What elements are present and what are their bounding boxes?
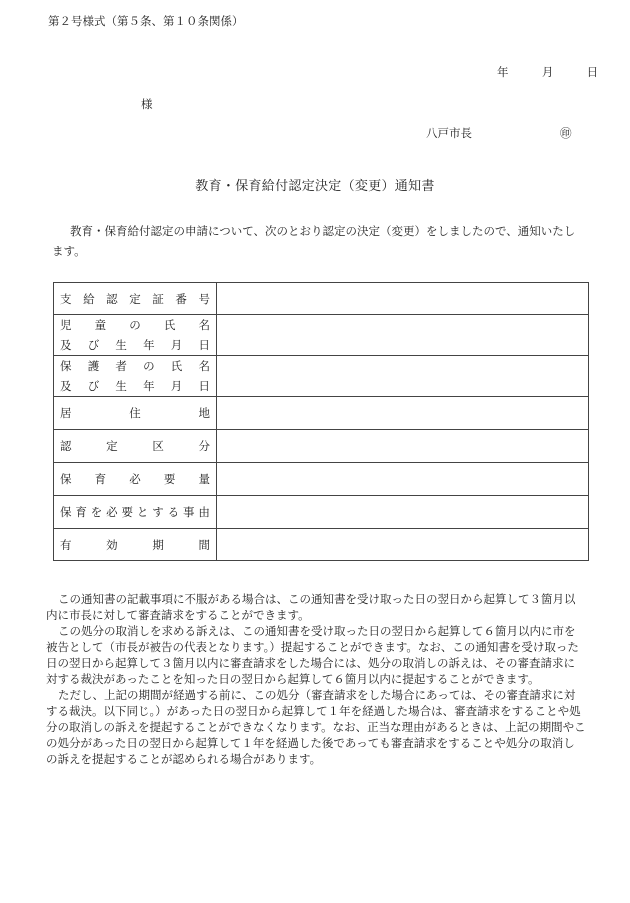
row-value — [217, 315, 589, 356]
row-label-line — [60, 502, 210, 522]
row-label — [54, 496, 217, 529]
date-year-label: 年 — [497, 65, 509, 79]
row-label-char: 区 — [152, 439, 164, 453]
row-label-char: 日 — [198, 379, 210, 393]
row-label-char: 認 — [106, 291, 118, 306]
row-label-char: 必 — [106, 505, 118, 519]
row-label-char: 効 — [106, 537, 118, 552]
row-label-char: 定 — [106, 439, 118, 453]
row-label-line — [60, 469, 210, 489]
row-label — [54, 315, 217, 356]
row-label-line — [60, 535, 210, 555]
table-row — [54, 397, 589, 430]
row-label-char: 月 — [170, 338, 183, 352]
row-label-char: 日 — [198, 338, 210, 352]
form-number: 第２号様式（第５条、第１０条関係） — [48, 14, 244, 28]
row-label-char: 住 — [129, 406, 141, 420]
table-row — [54, 430, 589, 463]
row-label-char: 支 — [60, 291, 72, 306]
row-value — [217, 463, 589, 496]
note-paragraph: この通知書の記載事項に不服がある場合は、この通知書を受け取った日の翌日から起算して３箇月以内に市長に対して審査請求をすることができます。 — [46, 592, 576, 622]
date-line — [497, 64, 598, 80]
seal-mark: ㊞ — [560, 126, 572, 140]
row-label-char: 由 — [198, 505, 210, 519]
row-value — [217, 529, 589, 561]
row-label-char: 保 — [60, 505, 72, 519]
row-value — [217, 397, 589, 430]
row-label-char: 事 — [183, 505, 195, 519]
intro-paragraph: 教育・保育給付認定の申請について、次のとおり認定の決定（変更）をしましたので、通知いたします。 — [52, 224, 576, 258]
row-label-line — [60, 335, 210, 355]
date-day-label: 日 — [586, 65, 599, 79]
note-paragraph: ただし、上記の期間が経過する前に、この処分（審査請求をした場合にあっては、その審査請求に対する裁決。以下同じ。）があった日の翌日から起算して１年を経過した場合は、審査請求をすることや処分の取消しの訴えを提起することができなくなります。なお、正当な理由があるときは、上記の期間やこの処分があった日の翌日から起算して１年を経過した後であっても審査請求をすることや処分の取消しの訴えを提起することが認められる場合があります。 — [46, 688, 586, 766]
row-label-char: 児 — [60, 318, 72, 332]
row-label-char: び — [87, 338, 100, 352]
document-title: 教育・保育給付認定決定（変更）通知書 — [195, 179, 435, 194]
table-row — [54, 529, 589, 561]
table-row — [54, 496, 589, 529]
row-value — [217, 283, 589, 315]
row-label-char: を — [90, 505, 103, 519]
row-label-line — [60, 289, 210, 309]
row-label-char: 者 — [115, 359, 127, 373]
row-label — [54, 397, 217, 430]
row-label-char: 名 — [198, 318, 210, 332]
row-label-char: 年 — [143, 379, 155, 393]
row-label-char: 要 — [163, 472, 176, 486]
table-row — [54, 315, 589, 356]
row-label-char: の — [129, 318, 141, 332]
row-value — [217, 356, 589, 397]
row-label — [54, 529, 217, 561]
row-value — [217, 496, 589, 529]
row-label-char: 号 — [198, 291, 210, 306]
row-label-line — [60, 315, 210, 335]
row-label-line — [60, 376, 210, 396]
row-value — [217, 430, 589, 463]
row-label-char: 定 — [129, 291, 141, 306]
row-label-char: 氏 — [163, 318, 176, 332]
row-label-char: 番 — [175, 291, 187, 306]
row-label-char: 間 — [198, 537, 210, 552]
row-label-char: と — [136, 505, 149, 519]
notes-section — [46, 591, 586, 767]
addressee-suffix: 様 — [141, 97, 153, 111]
row-label-char: 期 — [152, 537, 164, 552]
note-paragraph: この処分の取消しを求める訴えは、この通知書を受け取った日の翌日から起算して６箇月以内に市を被告として（市長が被告の代表となります。）提起することができます。なお、この通知書を受け取った日の翌日から起算して３箇月以内に審査請求をした場合には、処分の取消しの訴えは、その審査請求に対する裁決があったことを知った日の翌日から起算して６箇月以内に提起することができます。 — [46, 624, 579, 686]
row-label — [54, 356, 217, 397]
row-label-char: 名 — [198, 359, 210, 373]
row-label-char: 月 — [170, 379, 183, 393]
row-label-char: 地 — [198, 406, 210, 420]
row-label-char: 及 — [60, 338, 72, 352]
row-label-char: 及 — [60, 379, 72, 393]
row-label-char: る — [167, 505, 180, 519]
date-month-label: 月 — [541, 65, 554, 79]
row-label-char: び — [87, 379, 100, 393]
row-label-char: 有 — [60, 537, 72, 552]
row-label-char: 生 — [115, 379, 127, 393]
row-label-char: 育 — [75, 505, 87, 519]
row-label-line — [60, 356, 210, 376]
row-label — [54, 283, 217, 315]
row-label-char: 護 — [87, 359, 100, 373]
row-label-char: 保 — [60, 359, 72, 373]
row-label-line — [60, 436, 210, 456]
row-label — [54, 430, 217, 463]
table-row — [54, 463, 589, 496]
row-label-char: 育 — [94, 472, 107, 486]
row-label-char: 氏 — [170, 359, 183, 373]
row-label-char: 必 — [129, 472, 141, 486]
row-label-char: の — [143, 359, 155, 373]
row-label-char: 保 — [60, 472, 72, 486]
row-label-line — [60, 403, 210, 423]
row-label-char: す — [152, 505, 164, 519]
row-label-char: 童 — [94, 318, 107, 332]
row-label-char: 生 — [115, 338, 127, 352]
row-label-char: 年 — [143, 338, 155, 352]
row-label-char: 量 — [198, 472, 210, 486]
row-label-char: 居 — [60, 406, 72, 420]
issuer-name: 八戸市長 — [426, 126, 472, 140]
row-label — [54, 463, 217, 496]
table-row — [54, 356, 589, 397]
row-label-char: 給 — [83, 291, 95, 306]
row-label-char: 認 — [60, 439, 72, 453]
row-label-char: 要 — [121, 505, 133, 519]
row-label-char: 証 — [152, 291, 164, 306]
certification-table — [53, 282, 589, 561]
table-row — [54, 283, 589, 315]
row-label-char: 分 — [198, 439, 210, 453]
